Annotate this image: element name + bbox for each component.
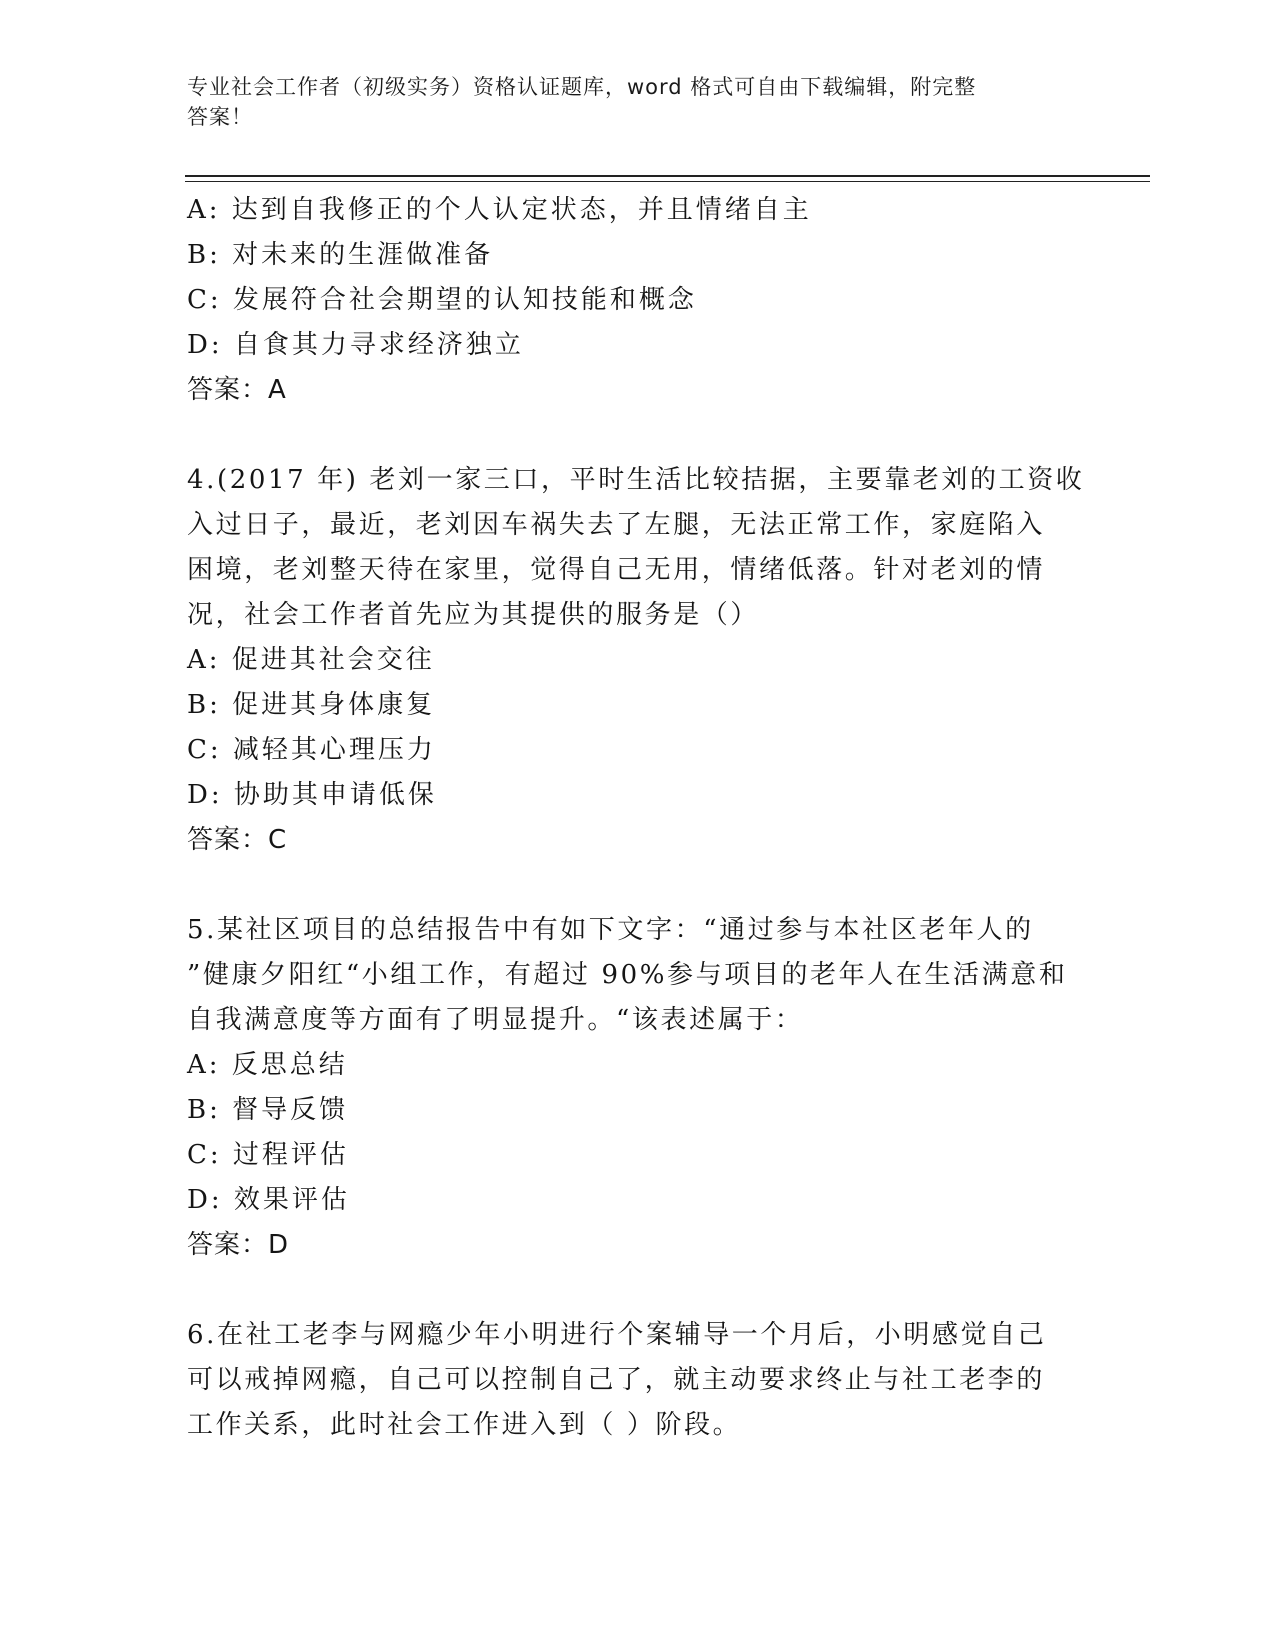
stem-line: 入过日子，最近，老刘因车祸失去了左腿，无法正常工作，家庭陷入: [187, 510, 1046, 540]
option-c: C: 过程评估: [187, 1140, 349, 1170]
header-divider-thin: [185, 181, 1150, 182]
option-d: D: 协助其申请低保: [187, 780, 437, 810]
question-spacer: [187, 1268, 1087, 1313]
header-line-1: 专业社会工作者（初级实务）资格认证题库，word 格式可自由下载编辑，附完整: [187, 75, 977, 99]
option-b: B: 促进其身体康复: [187, 690, 436, 720]
question-spacer: [187, 413, 1087, 458]
stem-line: ”健康夕阳红“小组工作，有超过 90%参与项目的老年人在生活满意和: [187, 960, 1068, 990]
stem-line: 4.(2017 年) 老刘一家三口，平时生活比较拮据，主要靠老刘的工资收: [187, 465, 1085, 495]
stem-line: 困境，老刘整天待在家里，觉得自己无用，情绪低落。针对老刘的情: [187, 555, 1046, 585]
option-d: D: 自食其力寻求经济独立: [187, 330, 524, 360]
question-content: [187, 188, 1087, 1448]
question-stem: [187, 1313, 1087, 1448]
question-5: [187, 908, 1087, 1268]
option-c: C: 发展符合社会期望的认知技能和概念: [187, 285, 697, 315]
stem-line: 6.在社工老李与网瘾少年小明进行个案辅导一个月后，小明感觉自己: [187, 1320, 1047, 1350]
answer-line: 答案：C: [187, 825, 288, 855]
answer-line: 答案：A: [187, 375, 287, 405]
stem-line: 自我满意度等方面有了明显提升。“该表述属于：: [187, 1005, 804, 1035]
option-b: B: 督导反馈: [187, 1095, 349, 1125]
question-3-partial: [187, 188, 1087, 413]
option-a: A: 促进其社会交往: [187, 645, 435, 675]
header-line-2: 答案！: [187, 105, 253, 129]
stem-line: 5.某社区项目的总结报告中有如下文字：“通过参与本社区老年人的: [187, 915, 1034, 945]
answer-line: 答案：D: [187, 1230, 290, 1260]
option-b: B: 对未来的生涯做准备: [187, 240, 494, 270]
question-spacer: [187, 863, 1087, 908]
stem-line: 况，社会工作者首先应为其提供的服务是（）: [187, 600, 760, 630]
stem-line: 可以戒掉网瘾，自己可以控制自己了，就主动要求终止与社工老李的: [187, 1365, 1046, 1395]
header-divider-thick: [185, 175, 1150, 177]
page-header: [187, 72, 1067, 132]
question-4: [187, 458, 1087, 863]
question-stem: [187, 458, 1087, 638]
question-6: [187, 1313, 1087, 1448]
question-stem: [187, 908, 1087, 1043]
option-a: A: 反思总结: [187, 1050, 348, 1080]
stem-line: 工作关系，此时社会工作进入到（ ）阶段。: [187, 1410, 742, 1440]
option-d: D: 效果评估: [187, 1185, 350, 1215]
option-a: A: 达到自我修正的个人认定状态，并且情绪自主: [187, 195, 812, 225]
option-c: C: 减轻其心理压力: [187, 735, 436, 765]
